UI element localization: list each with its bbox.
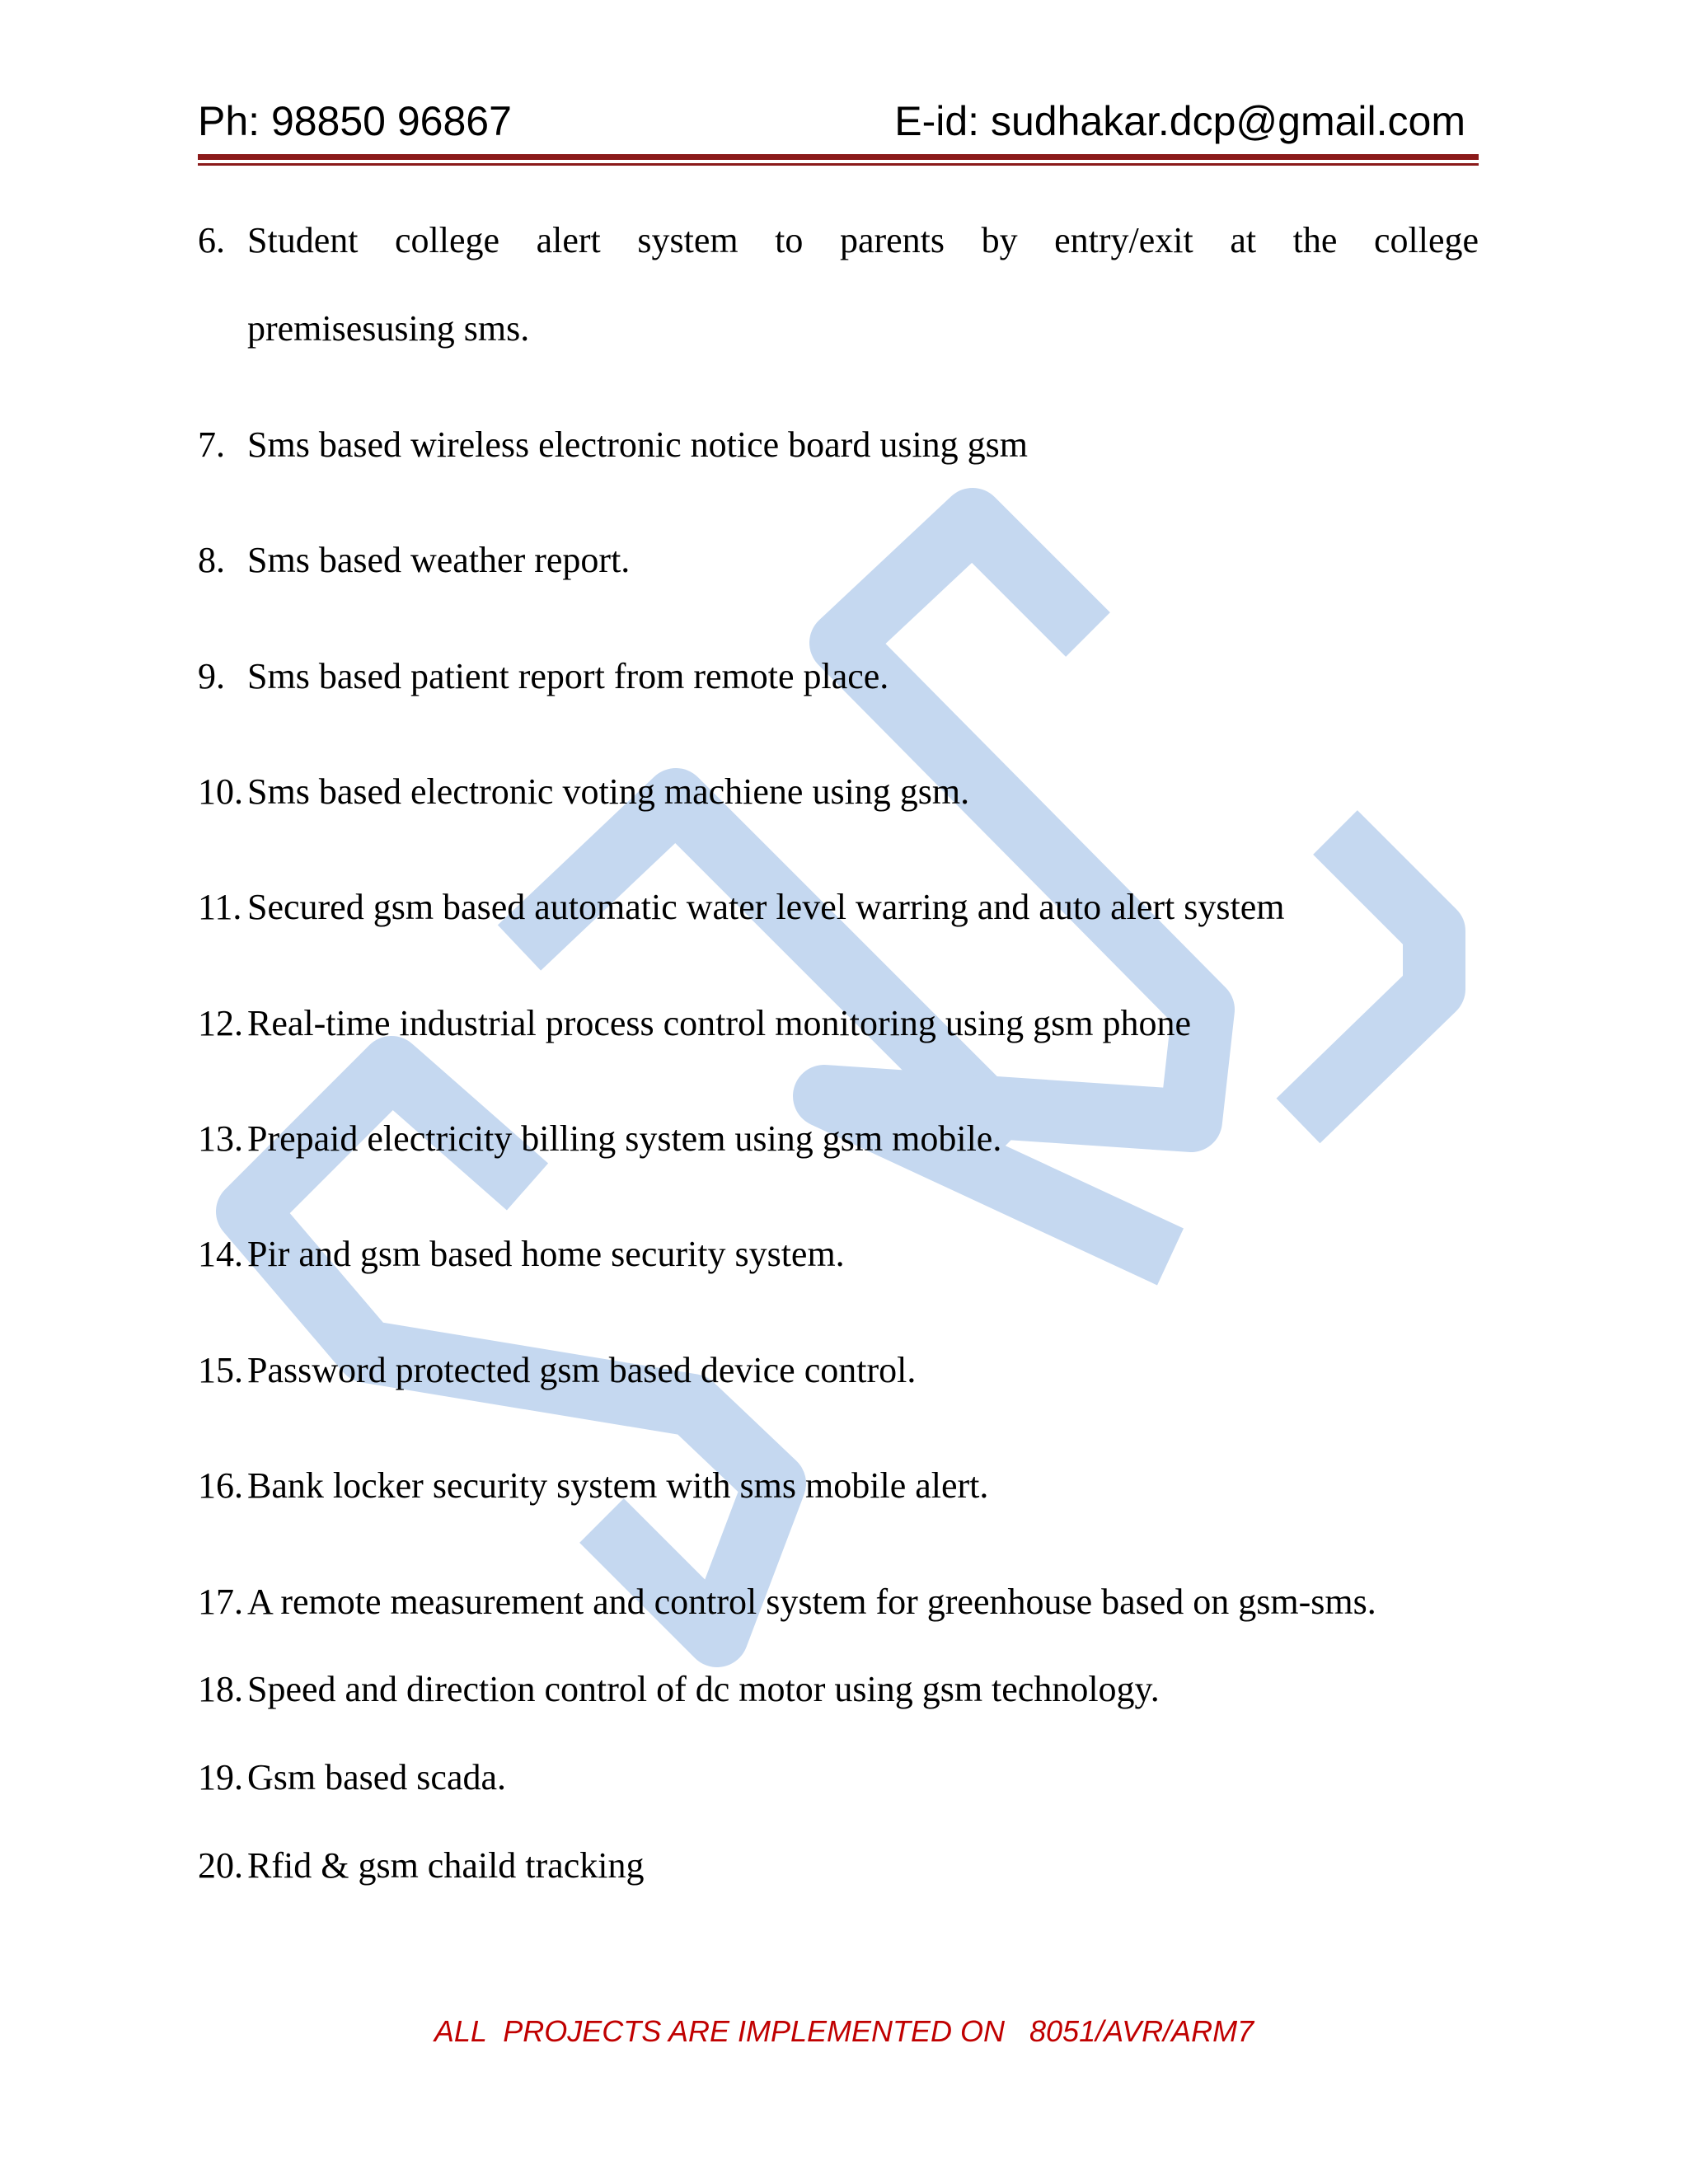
list-item-number: 7. <box>198 424 225 465</box>
list-item-number: 14. <box>198 1234 243 1274</box>
list-item-text: Speed and direction control of dc motor using gsm technology. <box>247 1669 1160 1709</box>
list-item <box>198 1002 1191 1045</box>
list-item-number: 13. <box>198 1118 243 1159</box>
list-item-text: Real-time industrial process control monitoring using gsm phone <box>247 1003 1192 1043</box>
list-item-number: 12. <box>198 1003 243 1043</box>
list-item-text: Password protected gsm based device control. <box>247 1350 917 1390</box>
list-item-text: A remote measurement and control system for greenhouse based on gsm-sms. <box>247 1582 1376 1622</box>
list-item-number: 8. <box>198 540 225 580</box>
list-item <box>198 1349 916 1392</box>
header-rule-thick <box>198 154 1479 160</box>
list-item <box>198 886 1284 929</box>
list-item <box>198 539 630 582</box>
list-item-number: 10. <box>198 771 243 812</box>
list-item <box>198 655 889 698</box>
list-item <box>198 1118 1001 1160</box>
list-item-text: Sms based wireless electronic notice board using gsm <box>247 424 1029 465</box>
list-item-number: 11. <box>198 887 242 927</box>
list-item-number: 6. <box>198 220 225 260</box>
list-item-text: Prepaid electricity billing system using gsm mobile. <box>247 1118 1002 1159</box>
list-item <box>198 1233 845 1276</box>
list-item <box>198 1756 506 1799</box>
list-item-text: Rfid & gsm chaild tracking <box>247 1845 645 1886</box>
list-item-number: 19. <box>198 1757 243 1797</box>
phone-number: Ph: 98850 96867 <box>198 98 512 144</box>
list-item-text: Sms based electronic voting machiene using gsm. <box>247 771 970 812</box>
list-item <box>198 1581 1376 1624</box>
list-item <box>198 771 969 813</box>
list-item <box>198 1844 644 1887</box>
header-rule-thin <box>198 163 1479 166</box>
page-header <box>198 97 1479 155</box>
list-item-text: Student college alert system to parents by entry/exit at the college <box>247 220 1479 260</box>
list-item <box>198 1465 988 1507</box>
email-address: E-id: sudhakar.dcp@gmail.com <box>894 98 1465 144</box>
list-item-number: 17. <box>198 1582 243 1622</box>
list-item-number: 20. <box>198 1845 243 1886</box>
list-item <box>198 424 1028 466</box>
list-item-number: 9. <box>198 656 225 696</box>
list-item-text: Sms based weather report. <box>247 540 631 580</box>
list-item-continuation: premisesusing sms. <box>247 308 530 349</box>
list-item-text: Sms based patient report from remote place. <box>247 656 889 696</box>
list-item-text: Bank locker security system with sms mobile alert. <box>247 1465 989 1506</box>
list-item <box>198 1668 1160 1711</box>
list-item-number: 15. <box>198 1350 243 1390</box>
list-item-text: Pir and gsm based home security system. <box>247 1234 845 1274</box>
list-item-number: 16. <box>198 1465 243 1506</box>
footer-note: ALL PROJECTS ARE IMPLEMENTED ON 8051/AVR/ARM7 <box>434 2014 1254 2048</box>
list-item-text: Secured gsm based automatic water level warring and auto alert system <box>247 887 1285 927</box>
list-item-number: 18. <box>198 1669 243 1709</box>
list-item <box>198 219 1479 262</box>
list-item-text: Gsm based scada. <box>247 1757 507 1797</box>
